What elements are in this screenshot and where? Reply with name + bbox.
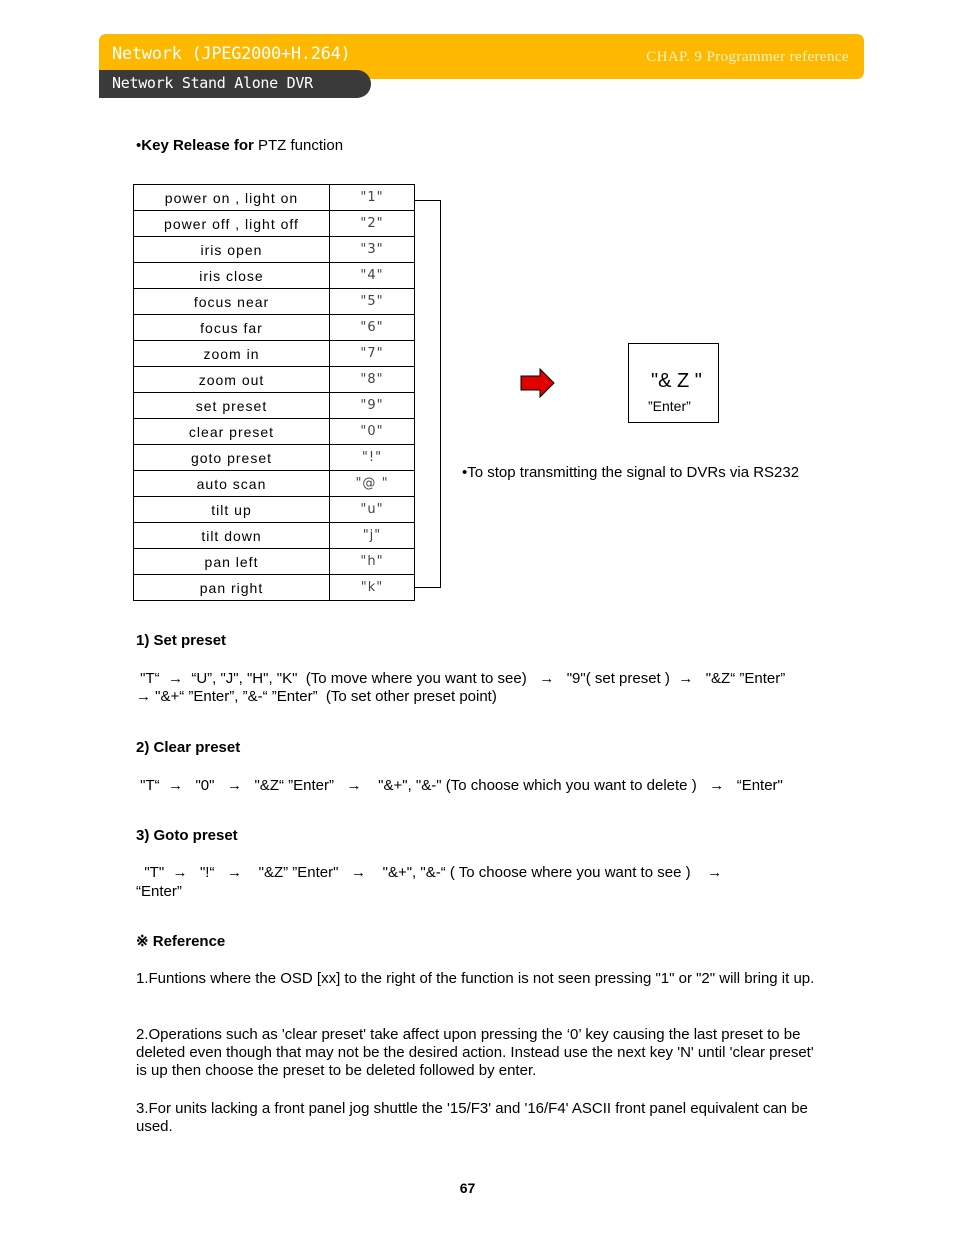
goto-preset-line2: “Enter” [136, 883, 182, 900]
table-row [134, 445, 415, 471]
set-preset-line1: "T“ → “U”, "J", "H", "K" (To move where you want to see) → "9"( set preset ) → "&Z“ ”Enter” [136, 670, 786, 687]
key-cell: "0" [330, 419, 415, 445]
header-subtitle: Network Stand Alone DVR [112, 74, 313, 92]
key-cell: "@ " [330, 471, 415, 497]
function-cell: set preset [134, 393, 330, 419]
function-cell: tilt up [134, 497, 330, 523]
function-cell: zoom in [134, 341, 330, 367]
reference-paragraph-1: 1.Funtions where the OSD [xx] to the right of the function is not seen pressing "1" or "2" will bring it up. [136, 970, 815, 987]
function-cell: clear preset [134, 419, 330, 445]
result-key: "& Z " [651, 370, 702, 392]
chapter-label: CHAP. 9 Programmer reference [646, 49, 849, 65]
key-cell: "u" [330, 497, 415, 523]
function-cell: goto preset [134, 445, 330, 471]
key-cell: "1" [330, 185, 415, 211]
goto-preset-line1: "T" → "!“ → "&Z” ”Enter" → "&+", "&-“ ( To choose where you want to see ) → [136, 864, 723, 881]
function-cell: power off , light off [134, 211, 330, 237]
result-enter: ”Enter” [648, 398, 691, 414]
table-row [134, 341, 415, 367]
function-cell: auto scan [134, 471, 330, 497]
function-cell: pan left [134, 549, 330, 575]
function-cell: iris open [134, 237, 330, 263]
reference-title: ※ Reference [136, 933, 226, 950]
function-cell: focus near [134, 289, 330, 315]
key-cell: "9" [330, 393, 415, 419]
table-row [134, 367, 415, 393]
table-row [134, 185, 415, 211]
clear-preset-title: 2) Clear preset [136, 739, 241, 756]
table-row [134, 289, 415, 315]
result-box [628, 343, 719, 423]
table-bracket [414, 200, 441, 588]
table-row [134, 497, 415, 523]
key-cell: "8" [330, 367, 415, 393]
table-row [134, 211, 415, 237]
table-row [134, 471, 415, 497]
function-cell: tilt down [134, 523, 330, 549]
set-preset-line2: → "&+“ ”Enter”, ”&-“ ”Enter” (To set other preset point) [136, 688, 497, 705]
goto-preset-title: 3) Goto preset [136, 827, 238, 844]
key-cell: "6" [330, 315, 415, 341]
key-cell: "7" [330, 341, 415, 367]
function-cell: pan right [134, 575, 330, 601]
key-cell: "j" [330, 523, 415, 549]
table-row [134, 237, 415, 263]
key-cell: "k" [330, 575, 415, 601]
section-title [136, 137, 343, 154]
bullet: • [136, 137, 142, 154]
key-table [133, 184, 415, 601]
header-title: Network (JPEG2000+H.264) [112, 44, 351, 64]
reference-paragraph-2: 2.Operations such as 'clear preset' take affect upon pressing the ‘0’ key causing the last preset to be deleted even though that may not be the desired action. Instead use the next key 'N' until 'clear preset' is up then choose the preset to be deleted followed by enter. [136, 1026, 814, 1079]
key-cell: "!" [330, 445, 415, 471]
key-cell: "3" [330, 237, 415, 263]
table-row [134, 575, 415, 601]
section-title-normal: PTZ function [253, 137, 344, 154]
table-row [134, 549, 415, 575]
key-cell: "2" [330, 211, 415, 237]
clear-preset-line1: "T“ → "0" → "&Z“ ”Enter” → "&+", "&-" (To choose which you want to delete ) → “Enter" [136, 777, 783, 794]
table-row [134, 419, 415, 445]
key-cell: "4" [330, 263, 415, 289]
key-cell: "5" [330, 289, 415, 315]
function-cell: iris close [134, 263, 330, 289]
table-row [134, 523, 415, 549]
table-row [134, 263, 415, 289]
header-subtitle-tab [99, 70, 371, 98]
function-cell: zoom out [134, 367, 330, 393]
table-row [134, 315, 415, 341]
set-preset-title: 1) Set preset [136, 632, 227, 649]
reference-paragraph-3: 3.For units lacking a front panel jog shuttle the '15/F3' and '16/F4' ASCII front panel equivalent can be used. [136, 1100, 808, 1135]
page-number: 67 [459, 1180, 476, 1196]
key-cell: "h" [330, 549, 415, 575]
function-cell: focus far [134, 315, 330, 341]
function-cell: power on , light on [134, 185, 330, 211]
table-row [134, 393, 415, 419]
stop-note: •To stop transmitting the signal to DVRs via RS232 [462, 464, 800, 481]
section-title-bold: Key Release for [141, 137, 254, 154]
right-arrow-icon [520, 367, 556, 399]
